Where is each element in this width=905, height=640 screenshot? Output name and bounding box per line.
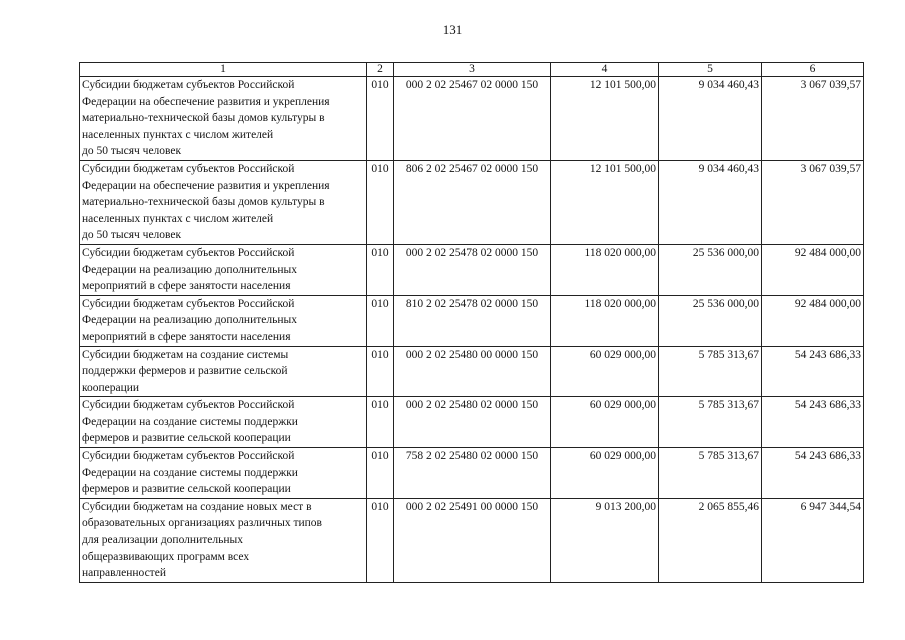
column-header-5: 5 — [659, 63, 762, 77]
row-remaining-amount: 54 243 686,33 — [762, 346, 864, 397]
row-description — [80, 397, 367, 448]
description-line: общеразвивающих программ всех — [82, 550, 250, 563]
row-description — [80, 295, 367, 346]
row-executed-amount: 9 034 460,43 — [659, 160, 762, 244]
description-line: Субсидии бюджетам субъектов Российской — [82, 79, 295, 91]
row-executed-amount: 5 785 313,67 — [659, 397, 762, 448]
row-budget-code: 000 2 02 25478 02 0000 150 — [394, 244, 551, 295]
table-row — [80, 448, 864, 499]
column-header-3: 3 — [394, 63, 551, 77]
row-description — [80, 160, 367, 244]
page-number: 131 — [442, 22, 463, 37]
row-executed-amount: 25 536 000,00 — [659, 295, 762, 346]
column-header-1: 1 — [80, 63, 367, 77]
description-line: мероприятий в сфере занятости населения — [82, 330, 291, 343]
description-line: Субсидии бюджетам субъектов Российской — [82, 297, 295, 310]
row-remaining-amount: 54 243 686,33 — [762, 397, 864, 448]
description-line: Федерации на создание системы поддержки — [82, 415, 298, 428]
table-row — [80, 295, 864, 346]
description-line: фермеров и развитие сельской кооперации — [82, 432, 291, 445]
description-line: поддержки фермеров и развитие сельской — [82, 365, 288, 378]
table-row — [80, 397, 864, 448]
column-header-4: 4 — [551, 63, 659, 77]
row-code: 010 — [367, 244, 394, 295]
row-budget-code: 758 2 02 25480 02 0000 150 — [394, 448, 551, 499]
table-row — [80, 498, 864, 582]
row-approved-amount: 118 020 000,00 — [551, 244, 659, 295]
row-code: 010 — [367, 295, 394, 346]
row-code: 010 — [367, 397, 394, 448]
description-line: Федерации на обеспечение развития и укрепления — [82, 95, 330, 108]
column-header-2: 2 — [367, 63, 394, 77]
description-line: Федерации на реализацию дополнительных — [82, 314, 297, 327]
description-line: Субсидии бюджетам на создание системы — [82, 348, 289, 361]
row-approved-amount: 60 029 000,00 — [551, 448, 659, 499]
row-remaining-amount: 92 484 000,00 — [762, 244, 864, 295]
description-line: Субсидии бюджетам субъектов Российской — [82, 399, 295, 412]
row-remaining-amount: 3 067 039,57 — [762, 160, 864, 244]
description-line: до 50 тысяч человек — [82, 229, 182, 242]
row-description — [80, 77, 367, 161]
description-line: Федерации на обеспечение развития и укрепления — [82, 179, 330, 192]
description-line: для реализации дополнительных — [82, 534, 243, 547]
description-line: материально-технической базы домов культуры в — [82, 112, 325, 125]
column-header-6: 6 — [762, 63, 864, 77]
description-line: кооперации — [82, 381, 140, 394]
row-budget-code: 806 2 02 25467 02 0000 150 — [394, 160, 551, 244]
table-body — [80, 77, 864, 583]
row-remaining-amount: 3 067 039,57 — [762, 77, 864, 161]
table-header-row — [80, 63, 864, 77]
row-budget-code: 000 2 02 25480 02 0000 150 — [394, 397, 551, 448]
row-executed-amount: 5 785 313,67 — [659, 448, 762, 499]
row-code: 010 — [367, 448, 394, 499]
description-line: населенных пунктах с числом жителей — [82, 128, 274, 141]
row-executed-amount: 5 785 313,67 — [659, 346, 762, 397]
row-executed-amount: 2 065 855,46 — [659, 498, 762, 582]
description-line: направленностей — [82, 567, 166, 580]
row-approved-amount: 60 029 000,00 — [551, 397, 659, 448]
budget-table — [79, 62, 864, 583]
description-line: до 50 тысяч человек — [82, 145, 182, 158]
row-approved-amount: 118 020 000,00 — [551, 295, 659, 346]
row-budget-code: 810 2 02 25478 02 0000 150 — [394, 295, 551, 346]
table-row — [80, 244, 864, 295]
row-budget-code: 000 2 02 25480 00 0000 150 — [394, 346, 551, 397]
description-line: Федерации на создание системы поддержки — [82, 466, 298, 479]
description-line: мероприятий в сфере занятости населения — [82, 280, 291, 293]
description-line: Субсидии бюджетам субъектов Российской — [82, 246, 295, 259]
row-budget-code: 000 2 02 25491 00 0000 150 — [394, 498, 551, 582]
row-description — [80, 448, 367, 499]
row-approved-amount: 12 101 500,00 — [551, 160, 659, 244]
table-row — [80, 77, 864, 161]
description-line: Субсидии бюджетам субъектов Российской — [82, 162, 295, 175]
row-description — [80, 346, 367, 397]
table-row — [80, 160, 864, 244]
row-code: 010 — [367, 160, 394, 244]
description-line: Федерации на реализацию дополнительных — [82, 263, 297, 276]
description-line: населенных пунктах с числом жителей — [82, 212, 274, 225]
row-approved-amount: 60 029 000,00 — [551, 346, 659, 397]
row-remaining-amount: 6 947 344,54 — [762, 498, 864, 582]
row-code: 010 — [367, 77, 394, 161]
table-row — [80, 346, 864, 397]
row-code: 010 — [367, 346, 394, 397]
row-executed-amount: 25 536 000,00 — [659, 244, 762, 295]
description-line: материально-технической базы домов культуры в — [82, 196, 325, 209]
row-budget-code: 000 2 02 25467 02 0000 150 — [394, 77, 551, 161]
row-executed-amount: 9 034 460,43 — [659, 77, 762, 161]
row-approved-amount: 9 013 200,00 — [551, 498, 659, 582]
description-line: Субсидии бюджетам на создание новых мест в — [82, 500, 312, 513]
row-remaining-amount: 92 484 000,00 — [762, 295, 864, 346]
description-line: Субсидии бюджетам субъектов Российской — [82, 450, 295, 463]
row-code: 010 — [367, 498, 394, 582]
description-line: образовательных организациях различных типов — [82, 517, 322, 530]
row-remaining-amount: 54 243 686,33 — [762, 448, 864, 499]
description-line: фермеров и развитие сельской кооперации — [82, 483, 291, 496]
row-description — [80, 498, 367, 582]
row-approved-amount: 12 101 500,00 — [551, 77, 659, 161]
row-description — [80, 244, 367, 295]
